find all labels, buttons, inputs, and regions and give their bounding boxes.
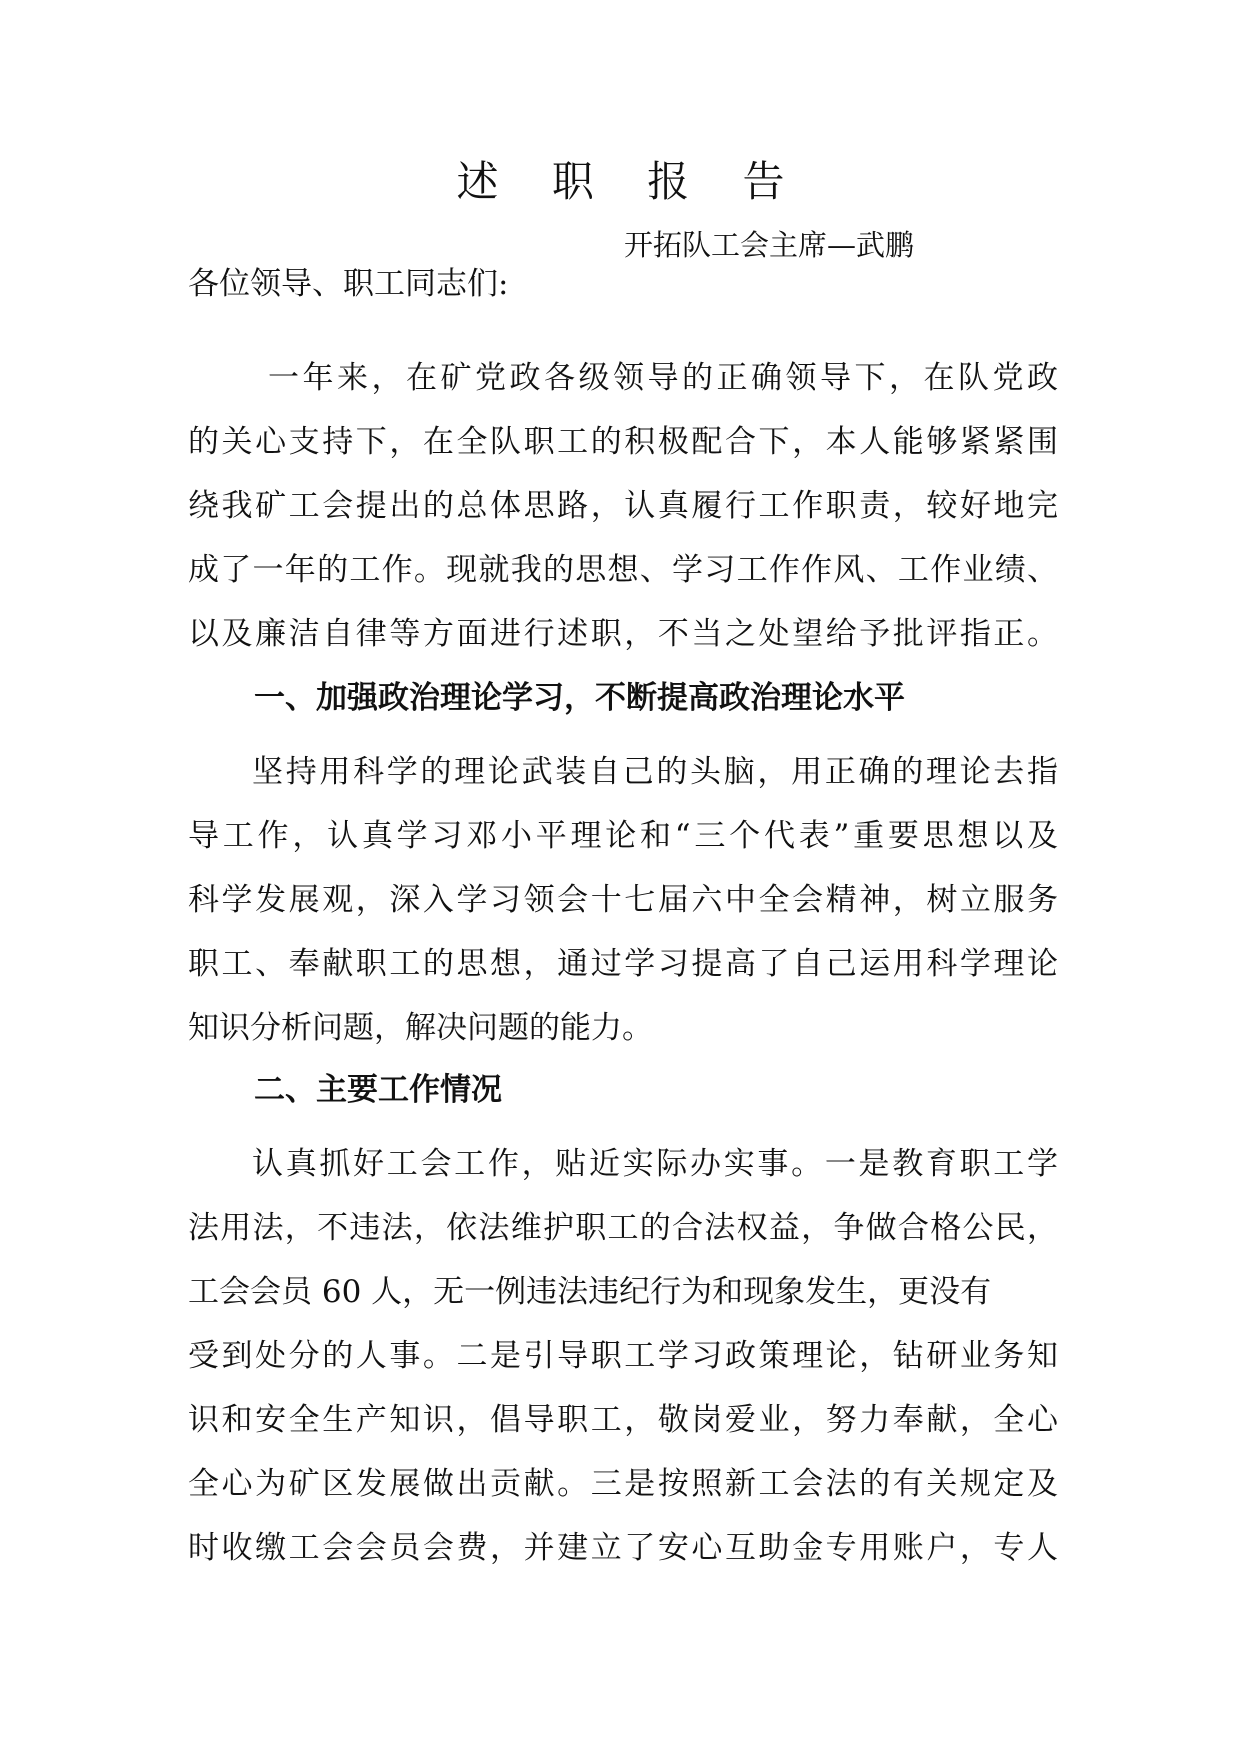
section-2-line-1: 认真抓好工会工作，贴近实际办实事。一是教育职工学 xyxy=(252,1146,1058,1182)
section-1-line-2: 导工作，认真学习邓小平理论和“三个代表”重要思想以及 xyxy=(188,818,1058,854)
section-2-line-4: 受到处分的人事。二是引导职工学习政策理论，钻研业务知 xyxy=(188,1338,1058,1374)
section-1-line-4: 职工、奉献职工的思想，通过学习提高了自己运用科学理论 xyxy=(188,946,1058,982)
section-1-heading: 一、加强政治理论学习，不断提高政治理论水平 xyxy=(254,680,905,716)
section-2-line-6: 全心为矿区发展做出贡献。三是按照新工会法的有关规定及 xyxy=(188,1466,1058,1502)
section-1-line-3: 科学发展观，深入学习领会十七届六中全会精神，树立服务 xyxy=(188,882,1058,918)
intro-line-5: 以及廉洁自律等方面进行述职，不当之处望给予批评指正。 xyxy=(188,616,1058,652)
intro-line-1: 一年来，在矿党政各级领导的正确领导下，在队党政 xyxy=(268,360,1058,396)
salutation: 各位领导、职工同志们: xyxy=(188,266,509,302)
section-2-line-5: 识和安全生产知识，倡导职工，敬岗爱业，努力奉献，全心 xyxy=(188,1402,1058,1438)
document-title: 述 职 报 告 xyxy=(456,157,805,206)
section-2-line-2: 法用法，不违法，依法维护职工的合法权益，争做合格公民， xyxy=(188,1210,1058,1246)
intro-line-2: 的关心支持下，在全队职工的积极配合下，本人能够紧紧围 xyxy=(188,424,1058,460)
section-2-heading: 二、主要工作情况 xyxy=(254,1072,502,1108)
section-2-line-7: 时收缴工会会员会费，并建立了安心互助金专用账户，专人 xyxy=(188,1530,1058,1566)
document-author: 开拓队工会主席—武鹏 xyxy=(624,228,915,262)
section-1-line-5: 知识分析问题，解决问题的能力。 xyxy=(188,1010,653,1046)
intro-line-3: 绕我矿工会提出的总体思路，认真履行工作职责，较好地完 xyxy=(188,488,1058,524)
intro-line-4: 成了一年的工作。现就我的思想、学习工作作风、工作业绩、 xyxy=(188,552,1058,588)
section-2-line-3: 工会会员 60 人，无一例违法违纪行为和现象发生，更没有 xyxy=(188,1274,992,1310)
section-1-line-1: 坚持用科学的理论武装自己的头脑，用正确的理论去指 xyxy=(252,754,1058,790)
